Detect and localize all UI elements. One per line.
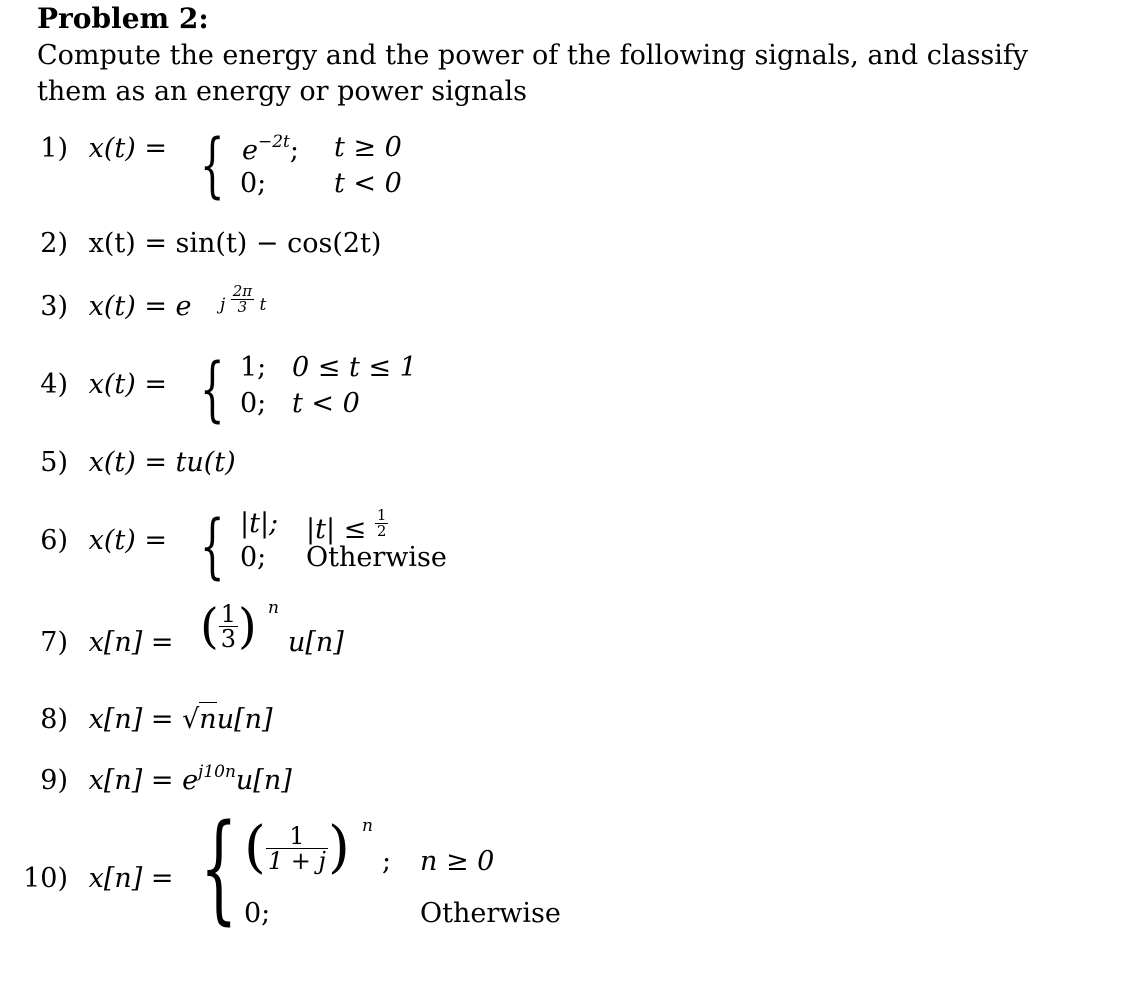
item-number: 4) [40, 369, 68, 400]
item-number: 7) [40, 627, 68, 658]
item-lhs: x(t) = [88, 525, 167, 556]
case-2-condition: Otherwise [306, 542, 447, 573]
left-brace: { [200, 505, 225, 587]
sqrt-sign: √ [182, 704, 200, 735]
item-expression: x(t) = tu(t) [88, 447, 236, 478]
left-brace: { [200, 348, 225, 430]
fraction-group: ( $\frac{1}{3}$ ) [200, 598, 257, 655]
item-lhs: x[n] = [88, 863, 174, 894]
item-lhs: x[n] = [88, 704, 174, 735]
item-lhs: x(t) = e [88, 291, 192, 322]
case-1-value: |t|; [240, 508, 279, 539]
item-number: 5) [40, 447, 68, 478]
exponent: n [362, 816, 373, 836]
item-10 [12, 863, 173, 894]
case-1-value: 1; [240, 352, 267, 383]
item-rhs: u[n] [235, 765, 292, 796]
item-number: 6) [40, 525, 68, 556]
item-3 [28, 291, 192, 322]
case-2-value: 0; [240, 388, 267, 419]
item-number: 10) [23, 863, 68, 894]
item-1 [28, 133, 167, 164]
item-9 [28, 762, 292, 796]
case-2-condition: t < 0 [334, 168, 402, 199]
left-brace: { [200, 798, 238, 936]
case-1-value: ( $\frac{1}{1 + j}$ ) [244, 815, 350, 880]
item-number: 2) [40, 228, 68, 259]
problem-statement: Compute the energy and the power of the following signals, and classify them as an energy or power signals [37, 40, 1029, 107]
item-7 [28, 627, 173, 658]
left-brace: { [200, 124, 225, 206]
item-4 [28, 369, 167, 400]
case-1-separator: ; [382, 846, 392, 877]
case-2-value: 0; [240, 542, 267, 573]
sqrt-argument: n [199, 704, 217, 735]
item-number: 3) [40, 291, 68, 322]
problem-title: Problem 2: [37, 2, 209, 35]
exponent: j $\frac{2\pi}{3}$ t [220, 282, 267, 316]
item-rhs: u[n] [216, 704, 273, 735]
item-lhs: x(t) = [88, 133, 167, 164]
item-expression: x(t) = sin(t) − cos(2t) [88, 228, 382, 259]
case-2-condition: t < 0 [292, 388, 360, 419]
exponent: n [268, 598, 279, 618]
case-1-condition: t ≥ 0 [334, 132, 402, 163]
item-number: 9) [40, 765, 68, 796]
exponent: j10n [198, 762, 236, 782]
case-1-condition: |t| ≤ $\frac{1}{2}$ [306, 506, 387, 545]
item-5 [28, 447, 236, 478]
item-8 [28, 704, 273, 735]
case-1-value: $e^{-2t}$; [242, 132, 299, 166]
item-number: 1) [40, 133, 68, 164]
item-rhs: u[n] [288, 627, 344, 658]
item-lhs: x[n] = [88, 627, 174, 658]
item-lhs: x(t) = [88, 369, 167, 400]
item-6 [28, 525, 167, 556]
item-number: 8) [40, 704, 68, 735]
case-1-condition: n ≥ 0 [420, 846, 495, 877]
case-1-condition: 0 ≤ t ≤ 1 [292, 352, 417, 383]
item-2 [28, 228, 381, 259]
case-2-condition: Otherwise [420, 898, 561, 929]
case-2-value: 0; [244, 898, 271, 929]
case-2-value: 0; [240, 168, 267, 199]
item-lhs: x[n] = e [88, 765, 199, 796]
